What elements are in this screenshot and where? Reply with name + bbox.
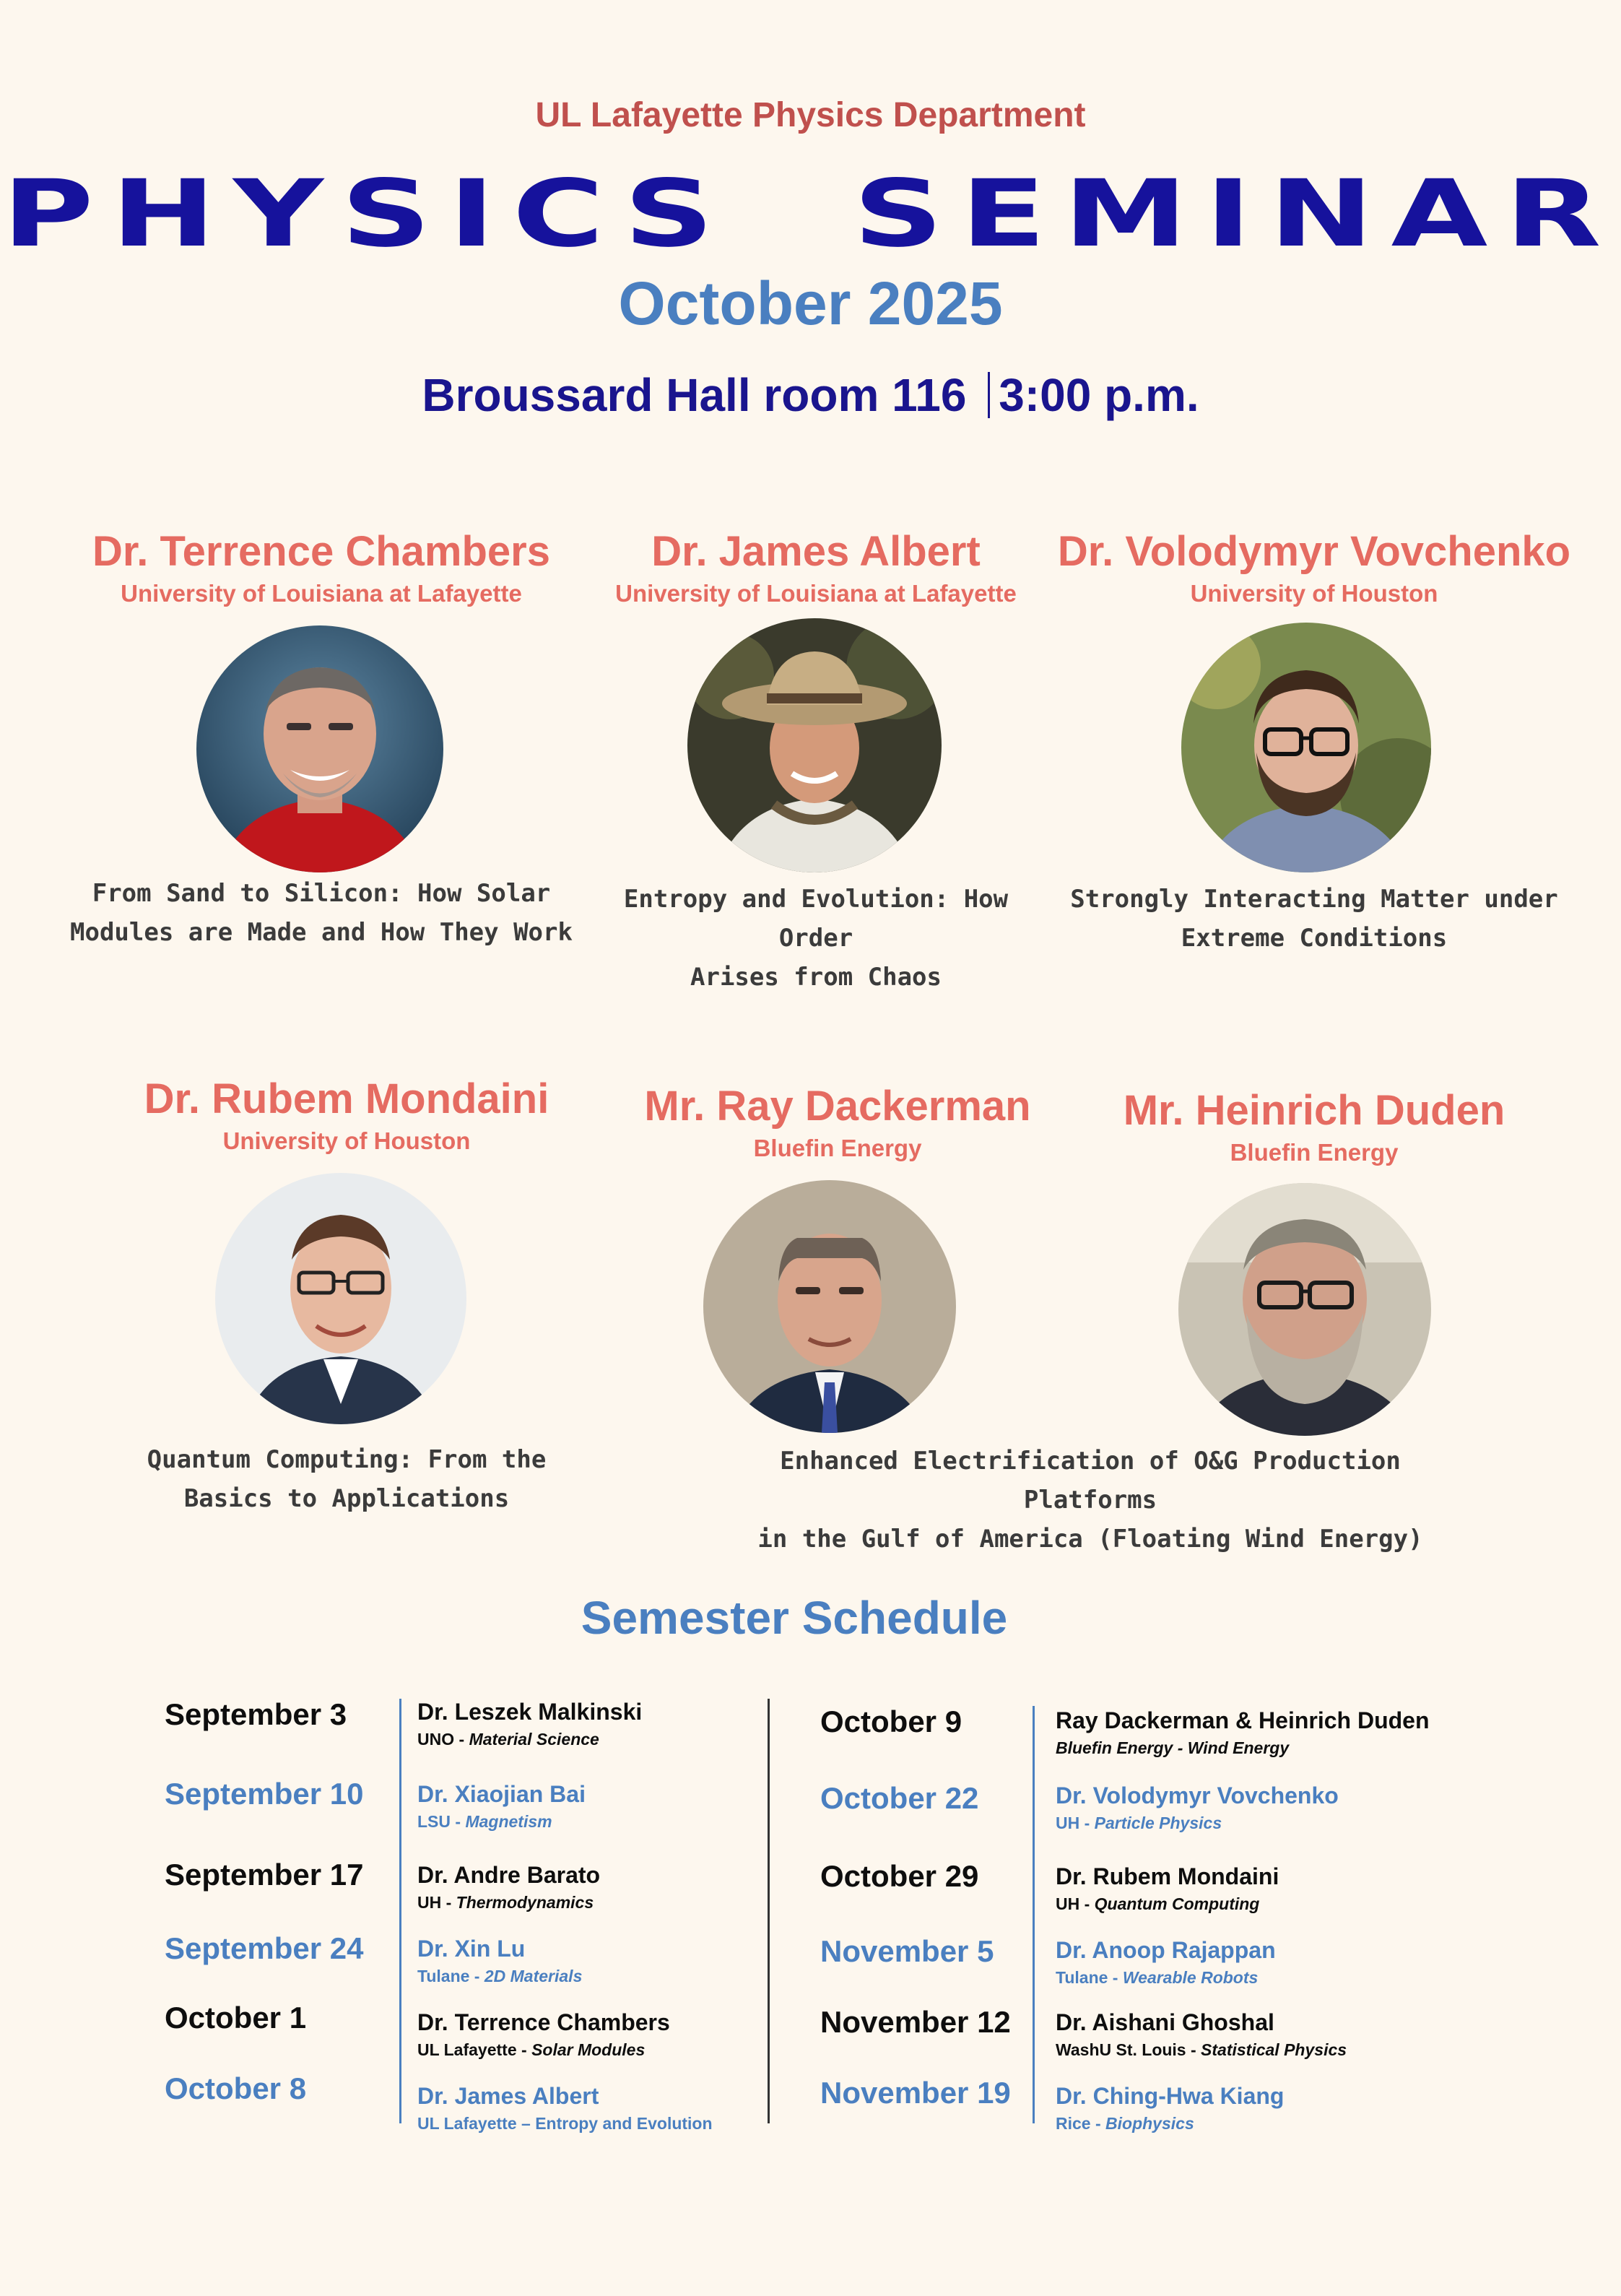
schedule-divider [768, 1699, 770, 2123]
department-label: UL Lafayette Physics Department [535, 96, 1086, 134]
schedule-topic: UH - Quantum Computing [1056, 1894, 1260, 1913]
speaker-affiliation: University of Houston [222, 1127, 471, 1154]
speaker-affiliation: University of Houston [1190, 580, 1438, 607]
speaker-photo-chambers [196, 625, 443, 872]
speaker-card-dackerman [621, 1082, 1054, 1162]
speaker-name: Mr. Heinrich Duden [1123, 1087, 1505, 1134]
schedule-speaker: Dr. Andre Barato [417, 1862, 601, 1888]
schedule-speaker: Dr. Aishani Ghoshal [1056, 2009, 1274, 2035]
speaker-photo-dackerman [703, 1180, 956, 1433]
speaker-affiliation: Bluefin Energy [753, 1135, 922, 1161]
schedule-speaker: Dr. Ching-Hwa Kiang [1056, 2083, 1285, 2109]
schedule-speaker: Dr. Xiaojian Bai [417, 1781, 586, 1807]
schedule-topic: UNO - Material Science [417, 1730, 599, 1749]
speaker-photo-albert [687, 618, 942, 872]
schedule-speaker: Dr. Xin Lu [417, 1936, 526, 1962]
schedule-speaker: Ray Dackerman & Heinrich Duden [1056, 1707, 1430, 1733]
schedule-topic: Tulane - 2D Materials [417, 1967, 583, 1985]
schedule-date: September 3 [165, 1697, 347, 1731]
talk-title-albert: Entropy and Evolution: How Order Arises from Chaos [623, 885, 1009, 992]
schedule-topic: UL Lafayette – Entropy and Evolution [417, 2114, 713, 2133]
speaker-card-albert [599, 527, 1033, 607]
venue: Broussard Hall room 116 [422, 369, 967, 421]
schedule-speaker: Dr. Anoop Rajappan [1056, 1937, 1276, 1963]
speaker-card-mondaini [58, 1075, 635, 1155]
schedule-date: October 29 [820, 1859, 979, 1893]
speaker-photo-mondaini [215, 1173, 466, 1424]
schedule-date: November 5 [820, 1934, 994, 1968]
schedule-topic: Tulane - Wearable Robots [1056, 1968, 1259, 1987]
talk-title-chambers: From Sand to Silicon: How Solar Modules are Made and How They Work [70, 879, 573, 947]
schedule-topic: WashU St. Louis - Statistical Physics [1056, 2040, 1347, 2059]
speaker-card-chambers [43, 527, 599, 607]
schedule-date: September 24 [165, 1931, 364, 1965]
schedule-topic: LSU - Magnetism [417, 1812, 552, 1831]
seminar-month: October 2025 [618, 269, 1003, 337]
speaker-card-duden [1083, 1086, 1545, 1166]
speaker-name: Dr. Terrence Chambers [92, 528, 550, 575]
speaker-photo-duden [1178, 1183, 1431, 1436]
speaker-photo-vovchenko [1181, 623, 1431, 872]
schedule-right-bar [1033, 1706, 1035, 2123]
schedule-topic: UH - Thermodynamics [417, 1893, 594, 1912]
speaker-affiliation: Bluefin Energy [1230, 1139, 1399, 1166]
schedule-date: September 10 [165, 1777, 364, 1811]
speaker-name: Mr. Ray Dackerman [644, 1083, 1031, 1130]
schedule-speaker: Dr. Volodymyr Vovchenko [1056, 1782, 1339, 1808]
schedule-speaker: Dr. Terrence Chambers [417, 2009, 670, 2035]
schedule-speaker: Dr. Rubem Mondaini [1056, 1863, 1279, 1889]
speaker-name: Dr. Rubem Mondaini [144, 1075, 549, 1122]
schedule-topic: UH - Particle Physics [1056, 1814, 1222, 1832]
schedule-speaker: Dr. James Albert [417, 2083, 599, 2109]
time: 3:00 p.m. [999, 369, 1199, 421]
schedule-date: November 12 [820, 2005, 1011, 2039]
schedule-topic: Rice - Biophysics [1056, 2114, 1194, 2133]
schedule-date: October 22 [820, 1781, 979, 1815]
schedule-date: September 17 [165, 1858, 364, 1892]
schedule-date: October 8 [165, 2071, 307, 2105]
speaker-name: Dr. James Albert [651, 528, 981, 575]
poster-title: PHYSICS SEMINAR [2, 160, 1619, 268]
schedule-topic: Bluefin Energy - Wind Energy [1056, 1738, 1290, 1757]
schedule-speaker: Dr. Leszek Malkinski [417, 1699, 643, 1725]
schedule-left-bar [399, 1699, 401, 2123]
schedule-date: October 9 [820, 1704, 962, 1738]
schedule-date: November 19 [820, 2076, 1011, 2110]
talk-title-mondaini: Quantum Computing: From the Basics to Applications [147, 1445, 547, 1513]
schedule-title: Semester Schedule [581, 1592, 1008, 1644]
speaker-name: Dr. Volodymyr Vovchenko [1057, 528, 1571, 575]
venue-time [0, 368, 1621, 422]
speaker-card-vovchenko [1033, 527, 1596, 607]
talk-title-bluefin: Enhanced Electrification of O&G Production Platforms in the Gulf of America (Floating Wind Energy) [757, 1447, 1423, 1554]
schedule-date: October 1 [165, 2001, 307, 2035]
talk-title-vovchenko: Strongly Interacting Matter under Extreme Conditions [1070, 885, 1558, 953]
speaker-affiliation: University of Louisiana at Lafayette [615, 580, 1017, 607]
schedule-topic: UL Lafayette - Solar Modules [417, 2040, 646, 2059]
speaker-affiliation: University of Louisiana at Lafayette [121, 580, 522, 607]
venue-separator [988, 372, 990, 418]
